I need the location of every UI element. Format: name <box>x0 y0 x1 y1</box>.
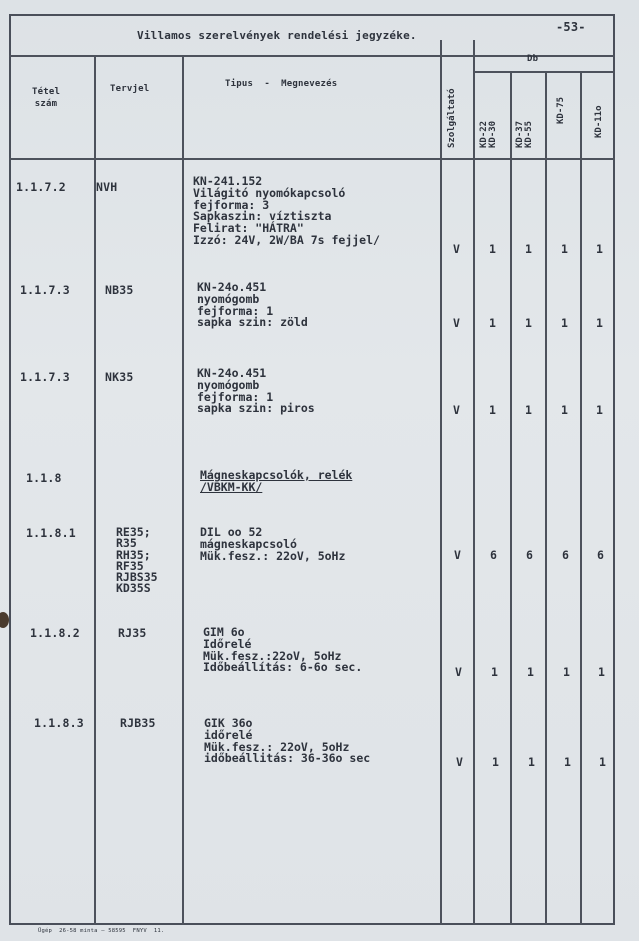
col-line-7 <box>580 71 582 925</box>
row-item-no: 1.1.7.3 <box>20 283 70 297</box>
row-qty: 1 <box>596 242 604 256</box>
row-qty: 1 <box>561 316 569 330</box>
row-description: KN-241.152 Világitó nyomókapcsoló fejforma: 3 Sapkaszin: víztiszta Felirat: "HÁTRA" Izzó: 24V, 2W/BA 7s fejjel/ <box>193 174 380 247</box>
col-header-variant-1: KD-22 KD-30 <box>479 120 498 148</box>
page-number: -53- <box>556 20 586 34</box>
document-title: Villamos szerelvények rendelési jegyzéke. <box>137 29 417 42</box>
col-header-variant-3: KD-75 <box>556 96 566 124</box>
row-supplier: V <box>456 755 464 769</box>
title-divider <box>9 55 615 57</box>
row-supplier: V <box>453 316 461 330</box>
punch-hole <box>0 612 9 628</box>
col-line-2 <box>182 55 184 925</box>
col-header-variant-2: KD-37 KD-55 <box>515 120 534 148</box>
row-description: GIK 36o időrelé Mük.fesz.: 22oV, 5oHz időbeállitás: 36-36o sec <box>204 716 371 766</box>
col-line-6 <box>545 71 547 925</box>
row-qty: 1 <box>492 755 500 769</box>
row-qty: 1 <box>527 665 535 679</box>
col-header-plan-mark: Tervjel <box>110 84 150 94</box>
row-supplier: V <box>454 548 462 562</box>
col-header-qty: Db <box>527 54 539 64</box>
row-description: KN-24o.451 nyomógomb fejforma: 1 sapka szin: piros <box>197 366 315 416</box>
row-qty: 1 <box>489 403 497 417</box>
row-qty: 6 <box>562 548 570 562</box>
col-line-3 <box>440 40 442 925</box>
row-qty: 1 <box>596 316 604 330</box>
col-header-supplier: Szolgáltató <box>447 88 457 148</box>
row-qty: 1 <box>525 403 533 417</box>
row-description: DIL oo 52 mágneskapcsoló Mük.fesz.: 22oV, 5oHz <box>200 525 346 563</box>
col-header-item-no: Tétel szám <box>32 87 61 109</box>
row-qty: 1 <box>598 665 606 679</box>
col-header-type-name: Tipus - Megnevezés <box>225 79 338 89</box>
row-qty: 1 <box>491 665 499 679</box>
row-qty: 1 <box>561 403 569 417</box>
row-qty: 1 <box>525 316 533 330</box>
header-divider <box>9 158 615 160</box>
col-line-4 <box>473 40 475 925</box>
row-item-no: 1.1.7.3 <box>20 370 70 384</box>
printer-footer: Ügép 26-58 minta — 58595 FNYV 11. <box>38 928 165 934</box>
row-qty: 6 <box>597 548 605 562</box>
row-supplier: V <box>453 242 461 256</box>
col-header-variant-4: KD-11o <box>594 105 604 138</box>
row-item-no: 1.1.8.3 <box>34 716 84 730</box>
row-supplier: V <box>453 403 461 417</box>
row-qty: 1 <box>596 403 604 417</box>
row-item-no: 1.1.7.2 <box>16 180 66 194</box>
row-supplier: V <box>455 665 463 679</box>
row-plan-mark: NK35 <box>105 370 134 384</box>
row-qty: 1 <box>561 242 569 256</box>
row-qty: 1 <box>599 755 607 769</box>
col-line-5 <box>510 71 512 925</box>
section-item-no: 1.1.8 <box>26 471 62 485</box>
row-qty: 1 <box>489 242 497 256</box>
row-qty: 1 <box>489 316 497 330</box>
row-qty: 6 <box>490 548 498 562</box>
row-plan-mark: RJB35 <box>120 716 156 730</box>
row-qty: 1 <box>528 755 536 769</box>
row-plan-mark: NB35 <box>105 283 134 297</box>
row-item-no: 1.1.8.1 <box>26 526 76 540</box>
row-qty: 1 <box>563 665 571 679</box>
row-description: KN-24o.451 nyomógomb fejforma: 1 sapka szin: zöld <box>197 280 308 330</box>
row-qty: 1 <box>525 242 533 256</box>
db-divider <box>473 71 615 73</box>
row-plan-mark: NVH <box>96 180 118 194</box>
row-plan-mark: RE35; R35 RH35; RF35 RJBS35 KD35S <box>116 525 158 596</box>
row-qty: 6 <box>526 548 534 562</box>
row-qty: 1 <box>564 755 572 769</box>
row-plan-mark: RJ35 <box>118 626 147 640</box>
row-item-no: 1.1.8.2 <box>30 626 80 640</box>
row-description: GIM 6o Időrelé Mük.fesz.:22oV, 5oHz Időbeállítás: 6-6o sec. <box>203 625 363 675</box>
section-heading: Mágneskapcsolók, relék /VBKM-KK/ <box>200 468 353 494</box>
